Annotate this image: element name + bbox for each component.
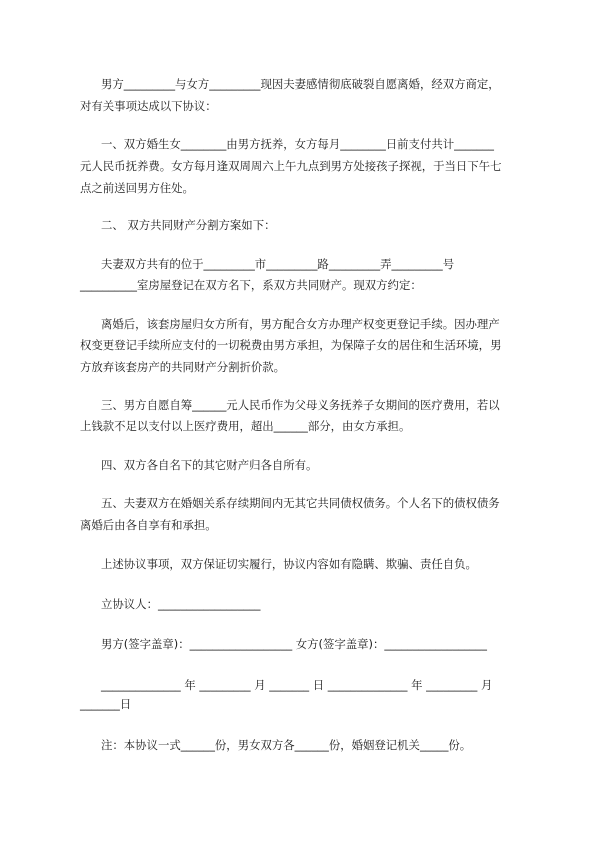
clause-1-line-2: 元人民币抚养费。女方每月逢双周周六上午九点到男方处接孩子探视，于当日下午七 xyxy=(80,159,502,173)
clause-4: 四、双方各自名下的其它财产归各自所有。 xyxy=(101,458,318,472)
clause-5-line-1: 五、夫妻双方在婚姻关系存续期间内无其它共同债权债务。个人名下的债权债务 xyxy=(101,496,500,510)
clause-3-line-1: 三、男方自愿自筹______元人民币作为父母义务抚养子女期间的医疗费用，若以 xyxy=(101,398,500,412)
clause-1-line-1: 一、双方婚生女________由男方抚养，女方每月________日前支付共计_______ xyxy=(101,137,494,151)
guarantee-statement: 上述协议事项，双方保证切实履行，协议内容如有隐瞒、欺骗、责任自负。 xyxy=(101,557,477,571)
property-line-1: 夫妻双方共有的位于_________市_________路_________弄_________号 xyxy=(101,257,455,271)
clause-1-line-3: 点之前送回男方住处。 xyxy=(80,181,194,195)
intro-line-2: 对有关事项达成以下协议： xyxy=(80,99,217,113)
clause-2-heading: 二、 双方共同财产分割方案如下： xyxy=(101,218,276,232)
property-line-2: __________室房屋登记在双方名下，系双方共同财产。现双方约定： xyxy=(80,278,422,292)
intro-line-1: 男方_________与女方_________现因夫妻感情彻底破裂自愿离婚，经双方商定， xyxy=(101,77,500,91)
date-line-2: _______日 xyxy=(80,697,132,711)
signatory-line: 立协议人：__________________ xyxy=(101,597,261,611)
after-divorce-line-1: 离婚后，该套房屋归女方所有，男方配合女方办理产权变更登记手续。因办理产 xyxy=(101,317,500,331)
after-divorce-line-3: 方放弃该套房产的共同财产分割折价款。 xyxy=(80,360,286,374)
clause-3-line-2: 上钱款不足以支付以上医疗费用，超出______部分，由女方承担。 xyxy=(80,419,411,433)
clause-5-line-2: 离婚后由各自享有和承担。 xyxy=(80,518,217,532)
copies-note: 注：本协议一式______份，男女双方各______份，婚姻登记机关_____份。 xyxy=(101,738,472,752)
date-line-1: ______________ 年 _________ 月 _______ 日 ______________ 年 _________ 月 xyxy=(101,678,493,692)
signature-line: 男方(签字盖章)：__________________ 女方(签字盖章)：__________________ xyxy=(101,637,487,651)
after-divorce-line-2: 权变更登记手续所应支付的一切税费由男方承担，为保障子女的居住和生活环境，男 xyxy=(80,338,502,352)
